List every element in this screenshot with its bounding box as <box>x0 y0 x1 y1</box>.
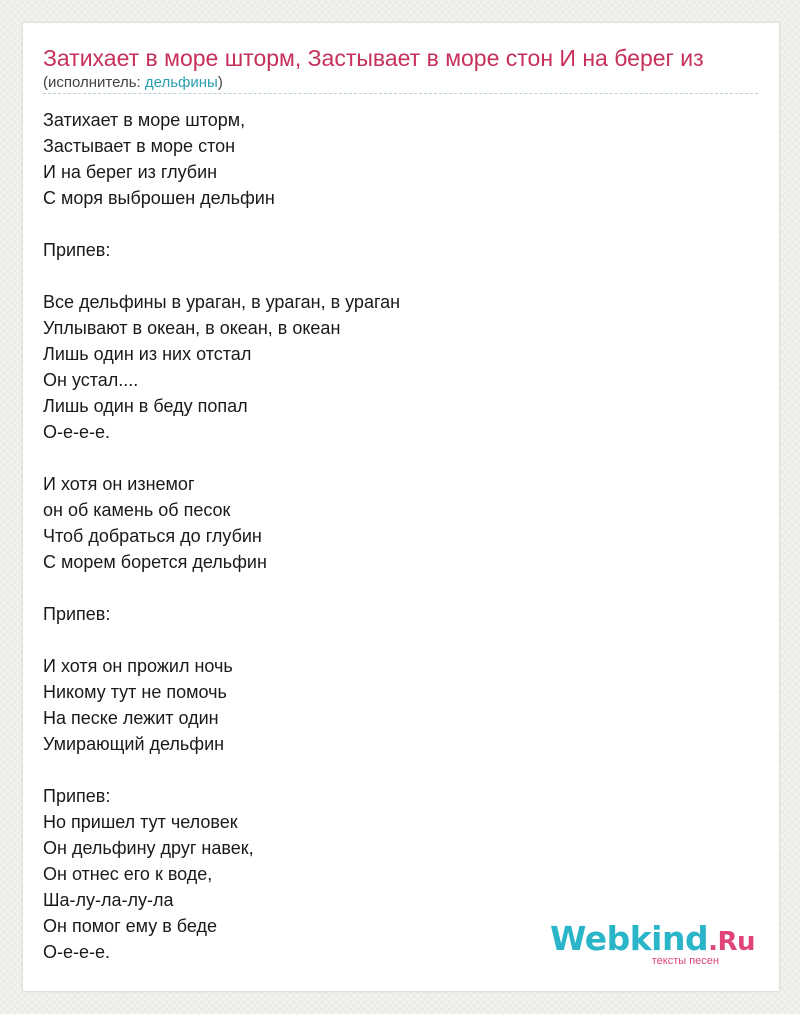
artist-suffix: ) <box>217 74 223 91</box>
stanza-gap <box>43 757 743 783</box>
lyric-line: Затихает в море шторм, <box>43 110 246 130</box>
site-logo[interactable] <box>549 919 755 967</box>
stanza-gap <box>43 575 743 601</box>
title-divider <box>43 93 758 94</box>
lyric-line: Лишь один в беду попал <box>43 396 248 416</box>
lyric-line: Ша-лу-ла-лу-ла <box>43 890 174 910</box>
stanza-gap <box>43 211 743 237</box>
lyric-line: Он помог ему в беде <box>43 916 218 936</box>
lyric-line: Он дельфину друг навек, <box>43 838 254 858</box>
logo-wordmark <box>549 919 755 959</box>
lyric-line: Лишь один из них отстал <box>43 344 252 364</box>
lyric-line: Он устал.... <box>43 370 139 390</box>
lyric-line: С моря выброшен дельфин <box>43 188 275 208</box>
lyric-line: Припев: <box>43 240 111 260</box>
lyric-line: О-е-е-е. <box>43 422 111 442</box>
logo-tld: .Ru <box>708 927 755 957</box>
lyric-line: Припев: <box>43 604 111 624</box>
stanza-gap <box>43 263 743 289</box>
song-title: Затихает в море шторм, Застывает в море стон И на берег из <box>43 45 704 71</box>
lyric-line: С морем борется дельфин <box>43 552 267 572</box>
lyric-line: Чтоб добраться до глубин <box>43 526 262 546</box>
stanza-gap <box>43 445 743 471</box>
lyrics-text <box>43 107 743 965</box>
lyric-line: Припев: <box>43 786 111 806</box>
lyric-line: И на берег из глубин <box>43 162 218 182</box>
lyric-line: он об камень об песок <box>43 500 231 520</box>
artist-line <box>43 73 223 93</box>
lyric-line: И хотя он изнемог <box>43 474 195 494</box>
lyric-line: Но пришел тут человек <box>43 812 238 832</box>
logo-main-text: Webkind <box>549 919 709 958</box>
lyric-line: Он отнес его к воде, <box>43 864 213 884</box>
lyric-line: Все дельфины в ураган, в ураган, в ураган <box>43 292 401 312</box>
lyric-line: Застывает в море стон <box>43 136 236 156</box>
artist-link[interactable]: дельфины <box>144 74 218 91</box>
lyric-line: Никому тут не помочь <box>43 682 227 702</box>
lyric-line: Уплывают в океан, в океан, в океан <box>43 318 341 338</box>
lyric-line: На песке лежит один <box>43 708 219 728</box>
lyric-line: Умирающий дельфин <box>43 734 225 754</box>
artist-prefix: (исполнитель: <box>43 74 145 91</box>
lyrics-card <box>22 22 780 992</box>
logo-tagline: тексты песен <box>651 955 719 967</box>
lyric-line: О-е-е-е. <box>43 942 111 962</box>
lyric-line: И хотя он прожил ночь <box>43 656 233 676</box>
stanza-gap <box>43 627 743 653</box>
